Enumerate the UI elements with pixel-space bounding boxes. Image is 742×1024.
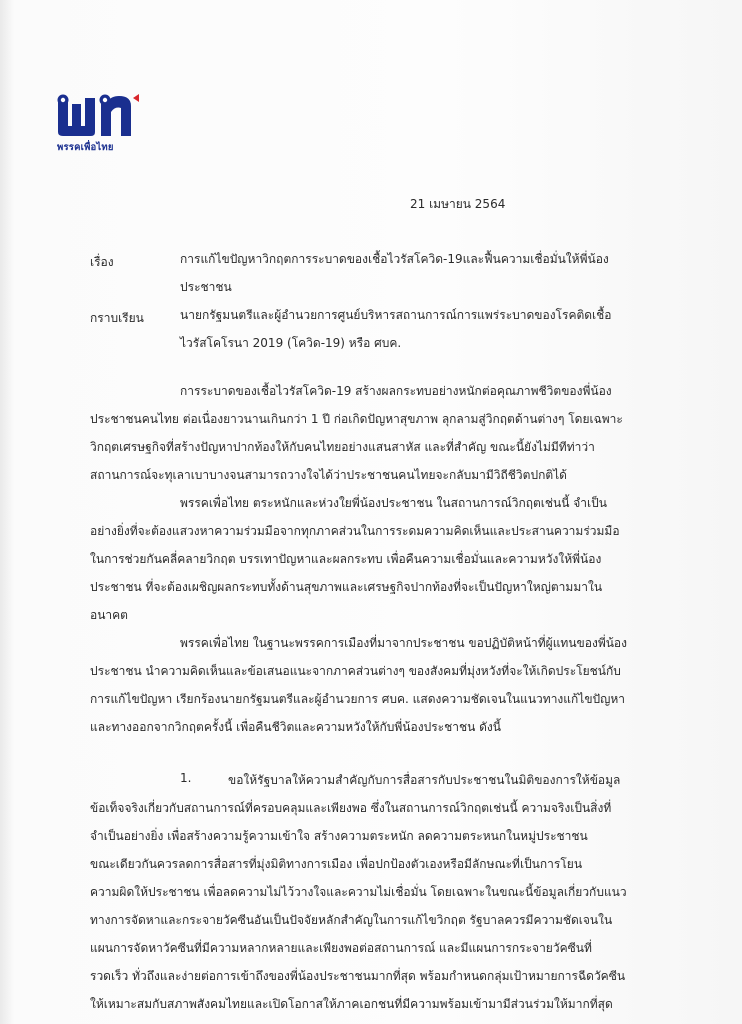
paragraph-line: ให้เหมาะสมกับสภาพสังคมไทยและเปิดโอกาสให้ภาคเอกชนที่มีความพร้อมเข้ามามีส่วนร่วมให้มากที่สุด bbox=[90, 997, 613, 1011]
paragraph-line: การระบาดของเชื้อไวรัสโควิด-19 สร้างผลกระทบอย่างหนักต่อคุณภาพชีวิตของพี่น้อง bbox=[180, 384, 612, 398]
party-logo bbox=[55, 92, 141, 154]
party-logo-mark bbox=[55, 92, 141, 138]
subject-label: เรื่อง bbox=[90, 255, 114, 269]
paragraph-line: อย่างยิ่งที่จะต้องแสวงหาความร่วมมือจากทุกภาคส่วนในการระดมความคิดเห็นและประสานความร่วมมือ bbox=[90, 524, 620, 538]
paragraph-line: และทางออกจากวิกฤตครั้งนี้ เพื่อคืนชีวิตและความหวังให้กับพี่น้องประชาชน ดังนี้ bbox=[90, 720, 501, 734]
paragraph-line: รวดเร็ว ทั่วถึงและง่ายต่อการเข้าถึงของพี่น้องประชาชนมากที่สุด พร้อมกำหนดกลุ่มเป้าหมายการฉีดวัคซีน bbox=[90, 969, 626, 983]
recipient-label: กราบเรียน bbox=[90, 311, 144, 325]
subject-text bbox=[180, 245, 650, 301]
subject-line: ประชาชน bbox=[180, 280, 232, 294]
paragraph-line: ทางการจัดหาและกระจายวัคซีนอันเป็นปัจจัยหลักสำคัญในการแก้ไขวิกฤต รัฐบาลควรมีความชัดเจนใน bbox=[90, 913, 613, 927]
paragraph-line: ขอให้รัฐบาลให้ความสำคัญกับการสื่อสารกับประชาชนในมิติของการให้ข้อมูล bbox=[228, 773, 621, 787]
paragraph-line: ขณะเดียวกันควรลดการสื่อสารที่มุ่งมิติทางการเมือง เพื่อปกป้องตัวเองหรือมีลักษณะที่เป็นการโยน bbox=[90, 857, 583, 871]
paragraph-line: จำเป็นอย่างยิ่ง เพื่อสร้างความรู้ความเข้าใจ สร้างความตระหนัก ลดความตระหนกในหมู่ประชาชน bbox=[90, 829, 588, 843]
recipient-line: นายกรัฐมนตรีและผู้อำนวยการศูนย์บริหารสถานการณ์การแพร่ระบาดของโรคติดเชื้อ bbox=[180, 308, 612, 322]
paragraph-line: อนาคต bbox=[90, 608, 128, 622]
recipient-line: ไวรัสโคโรนา 2019 (โควิด-19) หรือ ศบค. bbox=[180, 336, 402, 350]
paragraph-line: ในการช่วยกันคลี่คลายวิกฤต บรรเทาปัญหาและผลกระทบ เพื่อคืนความเชื่อมั่นและความหวังให้พี่น้อง bbox=[90, 552, 602, 566]
paragraph-line: ข้อเท็จจริงเกี่ยวกับสถานการณ์ที่ครอบคลุมและเพียงพอ ซึ่งในสถานการณ์วิกฤตเช่นนี้ ความจริงเป็นสิ่งที่ bbox=[90, 801, 612, 815]
subject-line: การแก้ไขปัญหาวิกฤตการระบาดของเชื้อไวรัสโควิด-19และฟื้นความเชื่อมั่นให้พี่น้อง bbox=[180, 252, 609, 266]
paragraph-line: พรรคเพื่อไทย ในฐานะพรรคการเมืองที่มาจากประชาชน ขอปฏิบัติหน้าที่ผู้แทนของพี่น้อง bbox=[180, 636, 627, 650]
paragraph-line: วิกฤตเศรษฐกิจที่สร้างปัญหาปากท้องให้กับคนไทยอย่างแสนสาหัส และที่สำคัญ ขณะนี้ยังไม่มีทีท่าว่า bbox=[90, 440, 595, 454]
recipient-text bbox=[180, 301, 650, 357]
letter-date: 21 เมษายน 2564 bbox=[410, 197, 506, 211]
party-logo-text: พรรคเพื่อไทย bbox=[57, 142, 114, 153]
item-number: 1. bbox=[180, 771, 192, 785]
paragraph-line: ประชาชนคนไทย ต่อเนื่องยาวนานเกินกว่า 1 ปี ก่อเกิดปัญหาสุขภาพ ลุกลามสู่วิกฤตด้านต่างๆ โดยเฉพาะ bbox=[90, 412, 623, 426]
paragraph-line: สถานการณ์จะทุเลาเบาบางจนสามารถวางใจได้ว่าประชาชนคนไทยจะกลับมามีวิถีชีวิตปกติได้ bbox=[90, 468, 567, 482]
paragraph-line: พรรคเพื่อไทย ตระหนักและห่วงใยพี่น้องประชาชน ในสถานการณ์วิกฤตเช่นนี้ จำเป็น bbox=[180, 496, 607, 510]
paragraph-line: ความผิดให้ประชาชน เพื่อลดความไม่ไว้วางใจและความไม่เชื่อมั่น โดยเฉพาะในขณะนี้ข้อมูลเกี่ยวกับแนว bbox=[90, 885, 627, 899]
paragraph-line: ประชาชน นำความคิดเห็นและข้อเสนอแนะจากภาคส่วนต่างๆ ของสังคมที่มุ่งหวังที่จะให้เกิดประโยชน์กับ bbox=[90, 664, 621, 678]
paragraph-line: ประชาชน ที่จะต้องเผชิญผลกระทบทั้งด้านสุขภาพและเศรษฐกิจปากท้องที่จะเป็นปัญหาใหญ่ตามมาใน bbox=[90, 580, 603, 594]
paragraph-line: แผนการจัดหาวัคซีนที่มีความหลากหลายและเพียงพอต่อสถานการณ์ และมีแผนการกระจายวัคซีนที่ bbox=[90, 941, 592, 955]
paragraph-line: การแก้ไขปัญหา เรียกร้องนายกรัฐมนตรีและผู้อำนวยการ ศบค. แสดงความชัดเจนในแนวทางแก้ไขปัญหา bbox=[90, 692, 626, 706]
